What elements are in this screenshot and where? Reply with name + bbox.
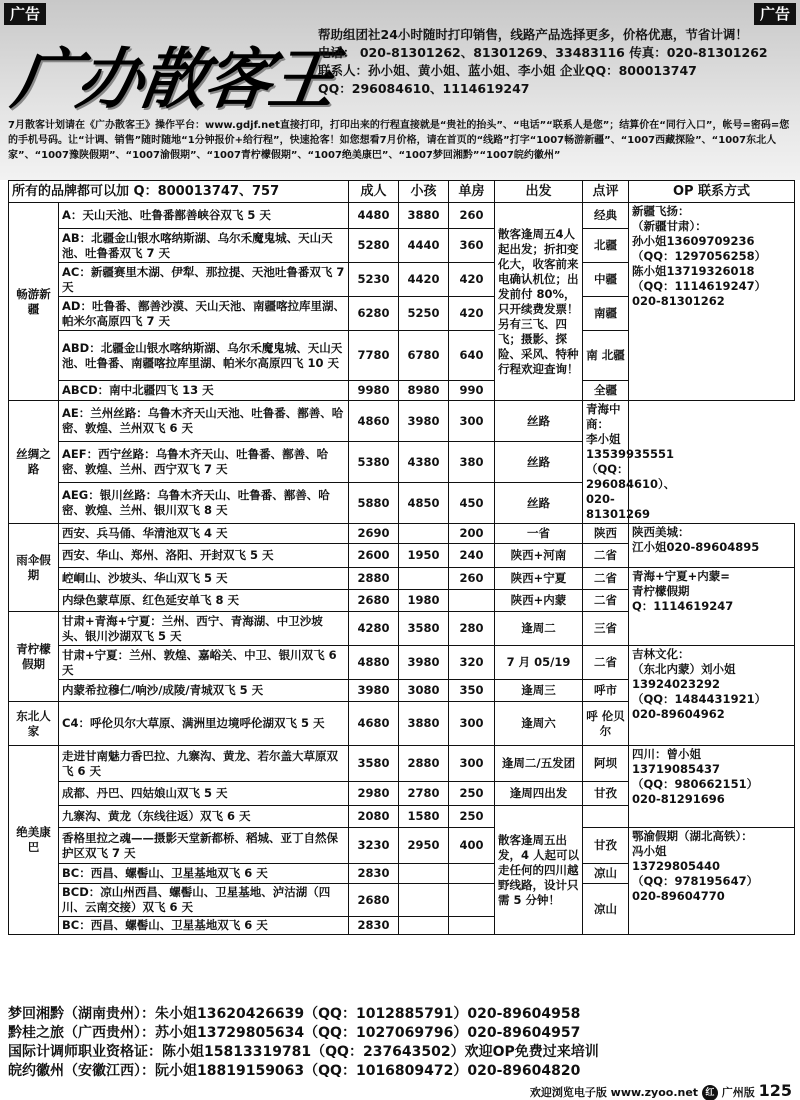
op-line: 陕西美城： — [632, 525, 690, 539]
page-number: 125 — [758, 1081, 792, 1100]
comment-cell: 陕西 — [583, 524, 629, 544]
single-price: 640 — [449, 331, 495, 381]
contacts-line: 联系人：孙小姐、黄小姐、蓝小姐、李小姐 企业QQ：800013747 — [318, 63, 697, 78]
route-cell: BCD：凉山州西昌、螺髻山、卫星基地、泸沽湖（四川、云南交接）双飞 6 天 — [59, 884, 349, 917]
single-price: 320 — [449, 646, 495, 680]
adult-price: 4880 — [349, 646, 399, 680]
op-line: （QQ：296084610）、 — [586, 462, 676, 491]
slogan: 帮助组团社24小时随时打印销售，线路产品选择更多，价格优惠，节省计调！ — [318, 27, 748, 42]
route-cell: C4：呼伦贝尔大草原、满洲里边境呼伦湖双飞 5 天 — [59, 702, 349, 746]
single-price: 250 — [449, 806, 495, 828]
adult-price: 2980 — [349, 782, 399, 806]
child-price: 4850 — [399, 483, 449, 524]
single-price: 300 — [449, 401, 495, 442]
single-price: 350 — [449, 680, 495, 702]
child-price: 6780 — [399, 331, 449, 381]
child-price: 2880 — [399, 746, 449, 782]
bottom-line: 黔桂之旅（广西贵州）：苏小姐13729805634（QQ：1027069796）020-89604957 — [8, 1025, 581, 1041]
comment-cell: 丝路 — [495, 483, 583, 524]
adult-price: 3230 — [349, 828, 399, 864]
table-row — [9, 203, 795, 229]
adult-price: 2680 — [349, 590, 399, 612]
table-row — [9, 401, 795, 442]
comment-cell: 甘孜 — [583, 782, 629, 806]
single-price: 420 — [449, 263, 495, 297]
table-row — [9, 524, 795, 544]
single-price: 260 — [449, 203, 495, 229]
adult-price: 4280 — [349, 612, 399, 646]
single-price — [449, 864, 495, 884]
header-child: 小孩 — [399, 181, 449, 203]
comment-cell: 中疆 — [583, 263, 629, 297]
op-line: Q：1114619247 — [632, 599, 734, 613]
table-row — [9, 483, 795, 524]
comment-cell: 北疆 — [583, 229, 629, 263]
departure-note: 散客逢周五出发，4 人起可以走任何的四川越野线路，设计只需 5 分钟！ — [495, 806, 583, 935]
header-op: OP 联系方式 — [629, 181, 795, 203]
header-info — [318, 26, 768, 98]
table-row — [9, 568, 795, 590]
child-price: 3080 — [399, 680, 449, 702]
child-price: 8980 — [399, 381, 449, 401]
single-price: 360 — [449, 229, 495, 263]
phone-line: 电话： 020-81301262、81301269、33483116 传真：020-81301262 — [318, 45, 768, 60]
child-price: 1980 — [399, 590, 449, 612]
table-row — [9, 442, 795, 483]
comment-cell: 凉山 — [583, 864, 629, 884]
single-price: 450 — [449, 483, 495, 524]
route-cell: AC：新疆赛里木湖、伊犁、那拉提、天池吐鲁番双飞 7 天 — [59, 263, 349, 297]
comment-cell: 阿坝 — [583, 746, 629, 782]
bottom-line: 皖约徽州（安徽江西）：阮小姐18819159063（QQ：1016809472）020-89604820 — [8, 1063, 581, 1079]
op-line: （QQ：980662151） — [632, 777, 759, 791]
depart-cell: 逢周六 — [495, 702, 583, 746]
route-cell: 西安、华山、郑州、洛阳、开封双飞 5 天 — [59, 544, 349, 568]
route-cell: AEF：西宁丝路：乌鲁木齐天山、吐鲁番、鄯善、哈密、敦煌、兰州、西宁双飞 7 天 — [59, 442, 349, 483]
route-cell: 成都、丹巴、四姑娘山双飞 5 天 — [59, 782, 349, 806]
route-cell: 西安、兵马俑、华清池双飞 4 天 — [59, 524, 349, 544]
op-line: （QQ：1484431921） — [632, 692, 767, 706]
region-label: 绝美康巴 — [9, 746, 59, 935]
qq-line: QQ：296084610、1114619247 — [318, 81, 530, 96]
child-price — [399, 917, 449, 935]
header-brand: 所有的品牌都可以加 Q：800013747、757 — [9, 181, 349, 203]
adult-price: 4860 — [349, 401, 399, 442]
comment-cell: 二省 — [583, 646, 629, 680]
child-price: 4440 — [399, 229, 449, 263]
op-line: （QQ：978195647） — [632, 874, 759, 888]
op-contact — [629, 203, 795, 401]
child-price: 2780 — [399, 782, 449, 806]
child-price: 3880 — [399, 702, 449, 746]
depart-cell: 一省 — [495, 524, 583, 544]
adult-price: 5880 — [349, 483, 399, 524]
route-cell: 香格里拉之魂——摄影天堂新都桥、稻城、亚丁自然保护区双飞 7 天 — [59, 828, 349, 864]
comment-cell — [583, 806, 629, 828]
single-price: 200 — [449, 524, 495, 544]
op-line: 青海+宁夏+内蒙= — [632, 569, 730, 583]
child-price — [399, 884, 449, 917]
header-depart: 出发 — [495, 181, 583, 203]
child-price: 3980 — [399, 401, 449, 442]
child-price: 1580 — [399, 806, 449, 828]
op-line: 陈小姐13719326018 — [632, 264, 755, 278]
depart-cell: 逢周二/五发团 — [495, 746, 583, 782]
comment-cell: 二省 — [583, 544, 629, 568]
header-comment: 点评 — [583, 181, 629, 203]
route-cell: BC：西昌、螺髻山、卫星基地双飞 6 天 — [59, 864, 349, 884]
single-price: 260 — [449, 568, 495, 590]
op-line: （新疆甘肃）： — [632, 219, 707, 233]
comment-cell: 呼 伦贝尔 — [583, 702, 629, 746]
op-line: 四川：曾小姐 — [632, 747, 701, 761]
region-label: 青柠檬假期 — [9, 612, 59, 702]
adult-price: 2690 — [349, 524, 399, 544]
region-label: 丝绸之路 — [9, 401, 59, 524]
adult-price: 2830 — [349, 917, 399, 935]
route-cell: AE：兰州丝路：乌鲁木齐天山天池、吐鲁番、鄯善、哈密、敦煌、兰州双飞 6 天 — [59, 401, 349, 442]
child-price — [399, 864, 449, 884]
single-price: 420 — [449, 297, 495, 331]
single-price — [449, 917, 495, 935]
region-label: 畅游新疆 — [9, 203, 59, 401]
intro-text: 7月散客计划请在《广办散客王》操作平台：www.gdjf.net直接打印，打印出来的行程直接就是“贵社的抬头”、“电话”“联系人是您”；结算价在“同行入口”，帐号=密码=您的手机号码。让“计调、销售”随时随地“1分钟报价+给行程”，快速抢客！如您想看7月价格，请在首页的“线路”打字“1007畅游新疆”、“1007西藏探险”、“1007东北人家”、“1007豫陕假期”、“1007渝假期”、“1007青柠檬假期”、“1007绝美康巴”、“1007梦回湘黔”“1007皖约徽州” — [8, 120, 790, 161]
table-row — [9, 828, 795, 864]
comment-cell: 二省 — [583, 568, 629, 590]
adult-price: 5230 — [349, 263, 399, 297]
adult-price: 7780 — [349, 331, 399, 381]
adult-price: 4680 — [349, 702, 399, 746]
brand-logo: 广办散客王 — [7, 40, 339, 118]
depart-cell: 逢周二 — [495, 612, 583, 646]
op-contact — [629, 828, 795, 935]
op-line: （QQ：1114619247） — [632, 279, 767, 293]
adult-price: 5380 — [349, 442, 399, 483]
op-line: 13924023292 — [632, 677, 721, 691]
adult-price: 2830 — [349, 864, 399, 884]
op-line: 020-89604770 — [632, 889, 725, 903]
depart-cell: 陕西+宁夏 — [495, 568, 583, 590]
comment-cell: 南疆 — [583, 297, 629, 331]
child-price — [399, 524, 449, 544]
op-line: 冯小姐 — [632, 844, 667, 858]
region-label: 雨伞假期 — [9, 524, 59, 612]
comment-cell: 南 北疆 — [583, 331, 629, 381]
adult-price: 2600 — [349, 544, 399, 568]
comment-cell: 呼市 — [583, 680, 629, 702]
table-row — [9, 746, 795, 782]
departure-note: 散客逢周五4人起出发；折扣变化大，收客前来电确认机位；出发前付 80%，只开续费发票！另有三飞、四飞；摄影、探险、采风、特种行程欢迎查询！ — [495, 203, 583, 401]
comment-cell: 凉山 — [583, 884, 629, 935]
op-contact — [629, 524, 795, 568]
child-price: 4380 — [399, 442, 449, 483]
adult-price: 9980 — [349, 381, 399, 401]
child-price: 1950 — [399, 544, 449, 568]
single-price: 250 — [449, 782, 495, 806]
op-line: 鄂渝假期（湖北高铁）： — [632, 829, 753, 843]
bottom-line: 国际计调师职业资格证：陈小姐15813319781（QQ：237643502）欢迎OP免费过来培训 — [8, 1044, 599, 1060]
child-price: 3580 — [399, 612, 449, 646]
op-contact — [583, 401, 676, 524]
route-cell: A：天山天池、吐鲁番鄯善峡谷双飞 5 天 — [59, 203, 349, 229]
single-price: 240 — [449, 544, 495, 568]
op-line: 020-89604962 — [632, 707, 725, 721]
single-price: 300 — [449, 702, 495, 746]
header-adult: 成人 — [349, 181, 399, 203]
comment-cell: 丝路 — [495, 401, 583, 442]
comment-cell: 二省 — [583, 590, 629, 612]
page-footer — [530, 1081, 792, 1100]
route-cell: 走进甘南魅力香巴拉、九寨沟、黄龙、若尔盖大草原双飞 6 天 — [59, 746, 349, 782]
child-price: 4420 — [399, 263, 449, 297]
table-header-row — [9, 181, 795, 203]
route-cell: AEG：银川丝路：乌鲁木齐天山、吐鲁番、鄯善、哈密、敦煌、兰州、银川双飞 8 天 — [59, 483, 349, 524]
op-contact — [629, 568, 795, 646]
child-price: 3880 — [399, 203, 449, 229]
adult-price: 2680 — [349, 884, 399, 917]
route-cell: AB：北疆金山银水喀纳斯湖、乌尔禾魔鬼城、天山天池、吐鲁番双飞 7 天 — [59, 229, 349, 263]
depart-cell: 陕西+河南 — [495, 544, 583, 568]
route-cell: ABCD：南中北疆四飞 13 天 — [59, 381, 349, 401]
bottom-line: 梦回湘黔（湖南贵州）：朱小姐13620426639（QQ：1012885791）020-89604958 — [8, 1006, 581, 1022]
op-line: 020-81301269 — [586, 492, 651, 521]
single-price — [449, 884, 495, 917]
op-line: 13719085437 — [632, 762, 721, 776]
adult-price: 4480 — [349, 203, 399, 229]
op-line: 孙小姐13609709236 — [632, 234, 755, 248]
child-price: 3980 — [399, 646, 449, 680]
single-price — [449, 590, 495, 612]
op-line: （QQ：1297056258） — [632, 249, 767, 263]
adult-price: 2880 — [349, 568, 399, 590]
single-price: 300 — [449, 746, 495, 782]
tour-price-table — [8, 180, 795, 935]
op-line: 李小姐 13539935551 — [586, 432, 675, 461]
comment-cell: 甘孜 — [583, 828, 629, 864]
route-cell: 崆峒山、沙坡头、华山双飞 5 天 — [59, 568, 349, 590]
comment-cell: 三省 — [583, 612, 629, 646]
op-contact — [629, 646, 795, 746]
depart-cell: 逢周四出发 — [495, 782, 583, 806]
region-label: 东北人家 — [9, 702, 59, 746]
route-cell: ABD：北疆金山银水喀纳斯湖、乌尔禾魔鬼城、天山天池、吐鲁番、南疆喀拉库里湖、帕米尔高原四飞 10 天 — [59, 331, 349, 381]
header-single: 单房 — [449, 181, 495, 203]
op-line: 江小姐020-89604895 — [632, 540, 760, 554]
single-price: 990 — [449, 381, 495, 401]
route-cell: 甘肃+青海+宁夏：兰州、西宁、青海湖、中卫沙坡头、银川沙湖双飞 5 天 — [59, 612, 349, 646]
footer-edition: 广州版 — [721, 1086, 755, 1099]
adult-price: 2080 — [349, 806, 399, 828]
single-price: 380 — [449, 442, 495, 483]
op-line: 020-81301262 — [632, 294, 725, 308]
comment-cell: 全疆 — [583, 381, 629, 401]
op-line: 吉林文化： — [632, 647, 690, 661]
table-row — [9, 646, 795, 680]
comment-cell: 丝路 — [495, 442, 583, 483]
adult-price: 6280 — [349, 297, 399, 331]
op-line: 020-81291696 — [632, 792, 725, 806]
op-line: 13729805440 — [632, 859, 721, 873]
depart-cell: 陕西+内蒙 — [495, 590, 583, 612]
ad-tag-right: 广告 — [754, 3, 796, 25]
single-price: 280 — [449, 612, 495, 646]
single-price: 400 — [449, 828, 495, 864]
hong-logo-icon: 红 — [702, 1085, 718, 1100]
op-line: 青海中商： — [586, 402, 621, 431]
adult-price: 3580 — [349, 746, 399, 782]
adult-price: 3980 — [349, 680, 399, 702]
child-price: 2950 — [399, 828, 449, 864]
route-cell: 内绿色蒙草原、红色延安单飞 8 天 — [59, 590, 349, 612]
child-price — [399, 568, 449, 590]
route-cell: 九寨沟、黄龙（东线往返）双飞 6 天 — [59, 806, 349, 828]
op-line: 青柠檬假期 — [632, 584, 690, 598]
ad-tag-left: 广告 — [4, 3, 46, 25]
route-cell: 甘肃+宁夏：兰州、敦煌、嘉峪关、中卫、银川双飞 6 天 — [59, 646, 349, 680]
route-cell: BC：西昌、螺髻山、卫星基地双飞 6 天 — [59, 917, 349, 935]
bottom-contacts — [8, 1005, 794, 1081]
op-line: 新疆飞扬： — [632, 204, 690, 218]
depart-cell: 7 月 05/19 — [495, 646, 583, 680]
op-contact — [629, 746, 795, 828]
op-line: （东北内蒙）刘小姐 — [632, 662, 736, 676]
route-cell: AD：吐鲁番、鄯善沙漠、天山天池、南疆喀拉库里湖、帕米尔高原四飞 7 天 — [59, 297, 349, 331]
child-price: 5250 — [399, 297, 449, 331]
depart-cell: 逢周三 — [495, 680, 583, 702]
route-cell: 内蒙希拉穆仁/响沙/成陵/青城双飞 5 天 — [59, 680, 349, 702]
comment-cell: 经典 — [583, 203, 629, 229]
footer-text: 欢迎浏览电子版 www.zyoo.net — [529, 1086, 699, 1099]
adult-price: 5280 — [349, 229, 399, 263]
